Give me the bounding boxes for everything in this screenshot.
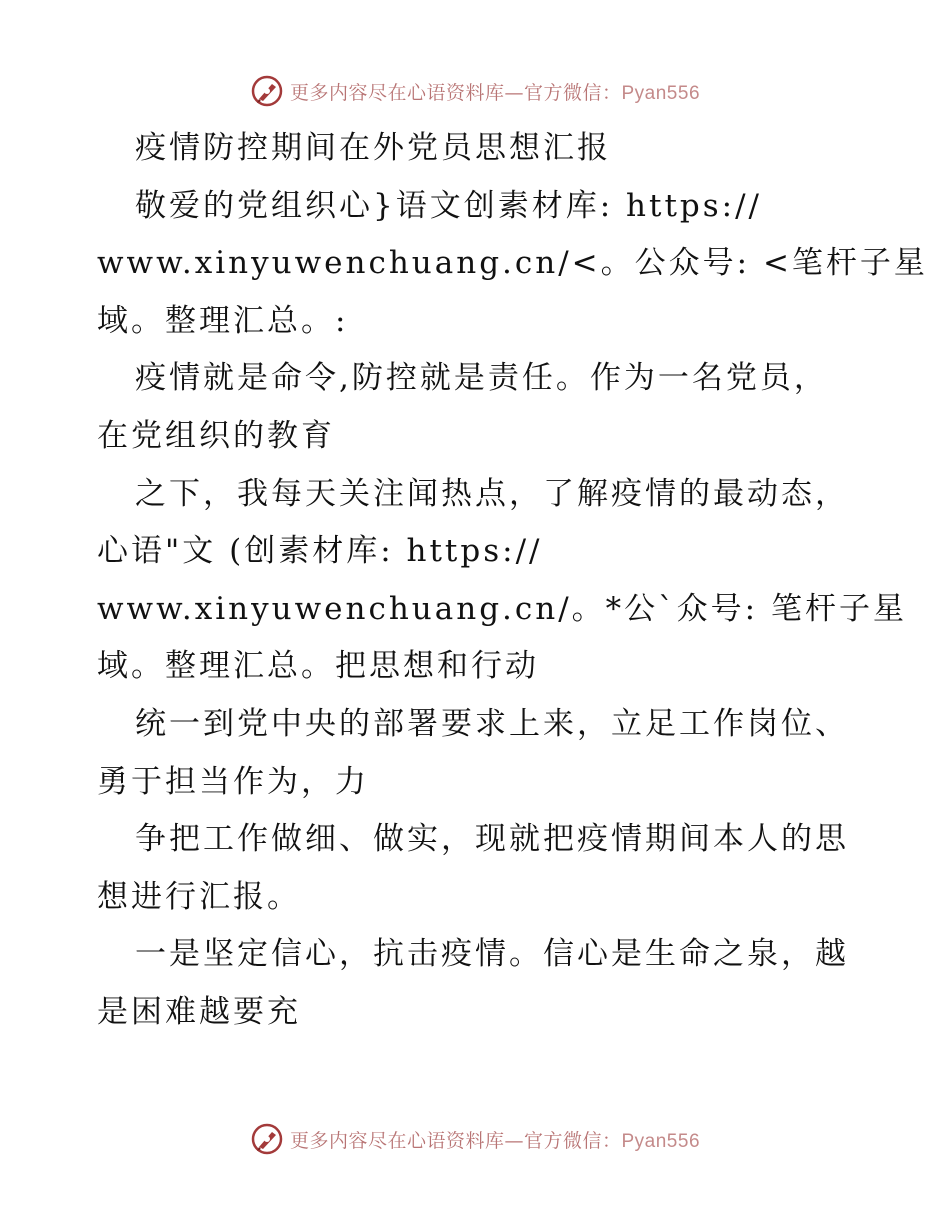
document-line: 域。整理汇总。:	[97, 302, 349, 339]
pen-logo-icon	[250, 1122, 284, 1156]
header-banner-wechat-label: 官方微信：	[523, 81, 622, 104]
document-line: 勇于担当作为，力	[97, 763, 369, 800]
document-line: 是困难越要充	[97, 993, 301, 1030]
header-banner-text	[290, 78, 700, 105]
document-line: 心语"文 (创素材库: https://	[97, 533, 543, 570]
document-line: 敬爱的党组织心}语文创素材库: https://	[135, 187, 762, 224]
footer-banner	[0, 1119, 950, 1159]
header-banner	[0, 71, 950, 111]
footer-banner-text	[290, 1126, 700, 1153]
footer-banner-wechat-label: 官方微信：	[523, 1129, 622, 1152]
document-line: 统一到党中央的部署要求上来，立足工作岗位、	[135, 705, 849, 742]
document-line: 域。整理汇总。把思想和行动	[97, 648, 539, 685]
document-line: 疫情就是命令,防控就是责任。作为一名党员，	[135, 360, 828, 397]
document-line: 之下，我每天关注闻热点，了解疫情的最动态，	[135, 475, 849, 512]
document-line: www.xinyuwenchuang.cn/。*公`众号: 笔杆子星	[97, 590, 907, 627]
document-line: 想进行汇报。	[97, 878, 301, 915]
document-body	[97, 120, 928, 1042]
document-line: www.xinyuwenchuang.cn/<。公众号: <笔杆子星	[97, 245, 928, 282]
pen-logo-icon	[250, 74, 284, 108]
document-line: 在党组织的教育	[97, 417, 335, 454]
footer-banner-slogan: 更多内容尽在心语资料库—	[289, 1129, 524, 1152]
document-line: 一是坚定信心，抗击疫情。信心是生命之泉，越	[135, 936, 849, 973]
document-line: 争把工作做细、做实，现就把疫情期间本人的思	[135, 821, 849, 858]
footer-banner-wechat-id: Pyan556	[621, 1130, 701, 1152]
document-line: 疫情防控期间在外党员思想汇报	[135, 130, 611, 166]
header-banner-wechat-id: Pyan556	[621, 82, 701, 104]
header-banner-slogan: 更多内容尽在心语资料库—	[289, 81, 524, 104]
